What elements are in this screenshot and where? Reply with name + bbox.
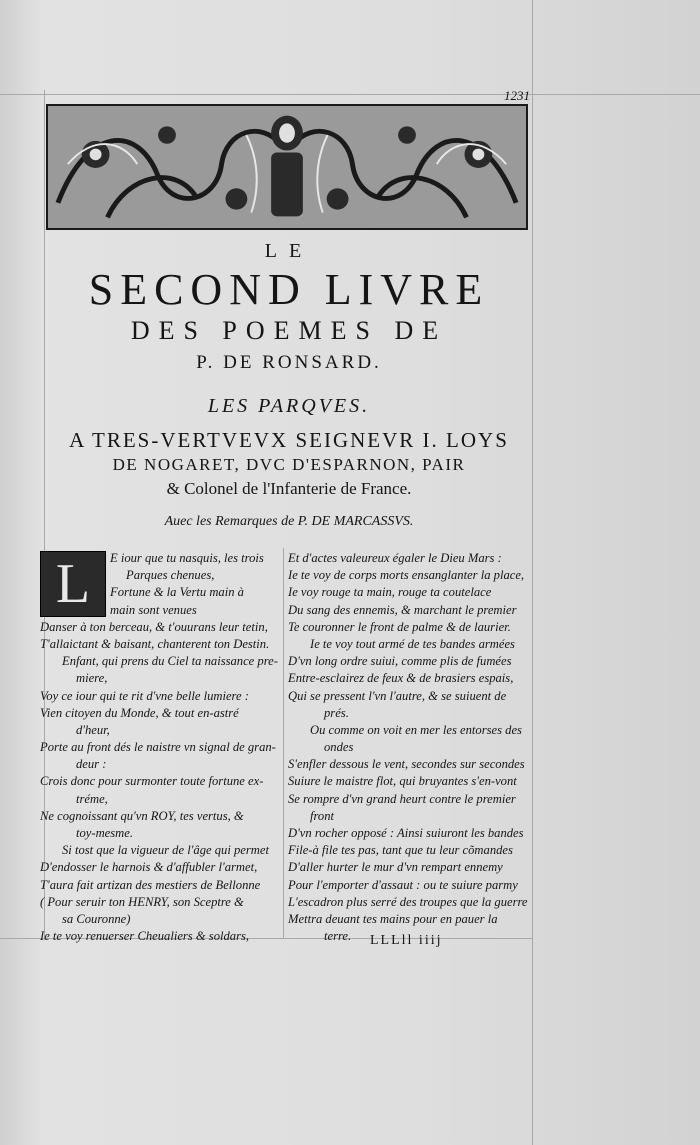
verse-line: T'allaictant & baisant, chanterent ton Destin. <box>40 636 270 651</box>
signature-mark: LLLll iiij <box>370 933 443 948</box>
verse-line: toy-mesme. <box>76 826 133 840</box>
verse-line: L'escadron plus serré des troupes que la guerre <box>288 894 528 909</box>
verse-line: Suiure le maistre flot, qui bruyantes s'en-vont <box>288 774 517 789</box>
verse-line: d'heur, <box>76 722 110 737</box>
verse-line: Te couronner le front de palme & de laurier. <box>288 619 511 634</box>
verse-line: terre. <box>324 929 352 944</box>
verse-line: deur : <box>76 757 107 772</box>
verse-line: Se rompre d'vn grand heurt contre le premier <box>288 791 516 806</box>
verse-line: Vien citoyen du Monde, & tout en-astré <box>40 705 239 720</box>
top-rule <box>0 94 700 95</box>
verse-line: sa Couronne) <box>62 911 131 926</box>
verse-line: front <box>310 808 335 823</box>
verse-line: Crois donc pour surmonter toute fortune ex- <box>40 774 264 789</box>
page-number: 1231 <box>504 88 530 103</box>
verse-line: S'enfler dessous le vent, secondes sur secondes <box>288 757 525 772</box>
left-text-column <box>40 550 280 945</box>
title-le: LE <box>264 240 314 262</box>
verse-line: Parques chenues, <box>126 568 215 583</box>
right-text-column <box>288 550 528 945</box>
verse-line: ( Pour seruir ton HENRY, son Sceptre & <box>40 894 244 909</box>
verse-line: T'aura fait artizan des mestiers de Bellonne <box>40 877 261 892</box>
drop-cap-letter: L <box>55 553 91 615</box>
verse-line: Danser à ton berceau, & t'ouurans leur tetin, <box>40 619 268 634</box>
verse-line: ondes <box>324 740 354 755</box>
verse-line: Ie te voy renuerser Cheualiers & soldars, <box>40 929 250 944</box>
dedication-line-1: A TRES-VERTVEVX SEIGNEVR I. LOYS <box>69 428 509 452</box>
verse-line: Ie voy rouge ta main, rouge ta coutelace <box>288 585 492 600</box>
verse-line: Ou comme on voit en mer les entorses des <box>310 722 522 737</box>
verse-line: Ne cognoissant qu'vn ROY, tes vertus, & <box>40 808 244 823</box>
remarques-line: Auec les Remarques de P. DE MARCASSVS. <box>164 514 414 529</box>
title-author: P. DE RONSARD. <box>196 352 382 373</box>
verse-line: Entre-esclairez de feux & de brasiers espais, <box>288 671 514 686</box>
verse-line: Qui se pressent l'vn l'autre, & se suiuent de <box>288 688 507 703</box>
dedication-line-3: & Colonel de l'Infanterie de France. <box>166 479 412 498</box>
verse-line: Enfant, qui prens du Ciel ta naissance pre- <box>62 654 278 669</box>
column-divider <box>283 548 284 938</box>
page-rule-right <box>532 0 533 1145</box>
verse-line: Du sang des ennemis, & marchant le premier <box>288 602 517 617</box>
verse-line: main sont venues <box>110 602 197 617</box>
title-second-livre: SECOND LIVRE <box>88 265 490 314</box>
verse-line: D'endosser le harnois & d'affubler l'armet, <box>40 860 258 875</box>
verse-line: Fortune & la Vertu main à <box>110 585 244 600</box>
verse-line: Pour l'emporter d'assaut : ou te suiure parmy <box>288 877 518 892</box>
title-des-poemes: DES POEMES DE <box>130 316 448 345</box>
verse-line: Porte au front dés le naistre vn signal de gran- <box>40 740 276 755</box>
verse-line: Ie te voy de corps morts ensanglanter la place, <box>288 568 525 583</box>
verse-line: Et d'actes valeureux égaler le Dieu Mars : <box>288 551 502 565</box>
verse-line: E iour que tu nasquis, les trois <box>110 551 264 565</box>
headpiece-ornament-icon <box>48 106 526 228</box>
verse-line: D'vn long ordre suiui, comme plis de fumées <box>288 654 512 669</box>
verse-line: miere, <box>76 671 108 686</box>
verse-line: tréme, <box>76 791 108 806</box>
verse-line: Voy ce iour qui te rit d'vne belle lumiere : <box>40 688 249 703</box>
decorative-headpiece-ornament <box>46 104 528 230</box>
verse-line: D'vn rocher opposé : Ainsi suiuront les bandes <box>288 826 524 840</box>
dedication-line-2: DE NOGARET, DVC D'ESPARNON, PAIR <box>112 455 466 474</box>
verse-line: File-à file tes pas, tant que tu leur cõmandes <box>288 843 513 858</box>
verse-line: Ie te voy tout armé de tes bandes armées <box>310 636 515 651</box>
verse-line: Si tost que la vigueur de l'âge qui permet <box>62 843 269 858</box>
verse-line: prés. <box>324 705 349 720</box>
verse-line: D'aller hurter le mur d'vn rempart ennemy <box>288 860 503 875</box>
verse-line: Mettra deuant tes mains pour en pauer la <box>288 911 498 926</box>
poem-title: LES PARQVES. <box>207 395 371 417</box>
